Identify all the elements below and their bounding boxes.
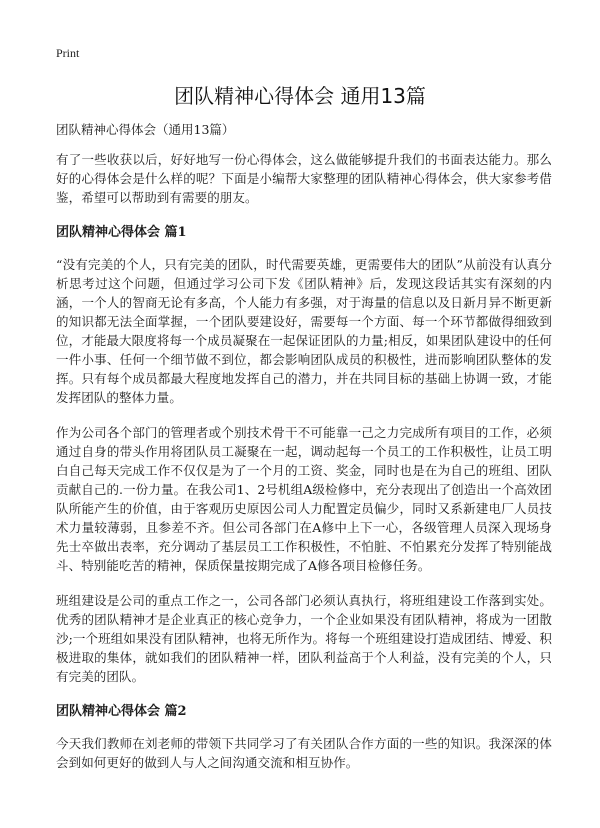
section-2-paragraph-1: 今天我们教师在刘老师的带领下共同学习了有关团队合作方面的一些的知识。我深深的体会到如何更好的做到人与人之间沟通交流和相互协作。 bbox=[56, 736, 552, 770]
section-1-paragraph-2: 作为公司各个部门的管理者或个别技术骨干不可能靠一己之力完成所有项目的工作，必须通过自身的带头作用将团队员工凝聚在一起，调动起每一个员工的工作积极性，让员工明白自己每天完成工作不仅仅是为了一个月的工资、奖金，同时也是在为自己的班组、团队贡献自己的.一份力量。在我公司1、2号机组A级检修中，充分表现出了创造出一个高效团队所能产生的价值，由于客观历史原因公司人力配置定员偏少，同时又系新建电厂人员技术力量较薄弱，且参差不齐。但公司各部门在A修中上下一心，各级管理人员深入现场身先士卒做出表率，充分调动了基层员工工作积极性，不怕脏、不怕累充分发挥了特别能战斗、特别能吃苦的精神，保质保量按期完成了A修各项目检修任务。 bbox=[56, 425, 552, 573]
document-body bbox=[56, 120, 552, 788]
document-title: 团队精神心得体会 通用13篇 bbox=[174, 84, 426, 108]
document-subtitle: 团队精神心得体会（通用13篇） bbox=[56, 122, 235, 137]
section-heading-2: 团队精神心得体会 篇2 bbox=[56, 704, 187, 719]
intro-paragraph: 有了一些收获以后，好好地写一份心得体会，这么做能够提升我们的书面表达能力。那么好的心得体会是什么样的呢？下面是小编帮大家整理的团队精神心得体会，供大家参考借鉴，希望可以帮助到有需要的朋友。 bbox=[56, 152, 552, 205]
section-1-paragraph-1: “没有完美的个人，只有完美的团队，时代需要英雄，更需要伟大的团队”从前没有认真分析思考过这个问题，但通过学习公司下发《团队精神》后，发现这段话其实有深刻的内涵，一个人的智商无论有多高，个人能力有多强，对于海量的信息以及日新月异不断更新的知识都无法全面掌握，一个团队要建设好，需要每一个方面、每一个环节都做得细致到位，才能最大限度将每一个成员凝聚在一起保证团队的力量;相反，如果团队建设中的任何一件小事、任何一个细节做不到位，都会影响团队成员的积极性，进而影响团队整体的发挥。只有每个成员都最大程度地发挥自己的潜力，并在共同目标的基础上协调一致，才能发挥团队的整体力量。 bbox=[56, 257, 552, 405]
section-1-paragraph-3: 班组建设是公司的重点工作之一，公司各部门必须认真执行，将班组建设工作落到实处。优秀的团队精神才是企业真正的核心竞争力，一个企业如果没有团队精神，将成为一团散沙;一个班组如果没有团队精神，也将无所作为。将每一个班组建设打造成团结、博爱、积极进取的集体，就如我们的团队精神一样，团队利益高于个人利益，没有完美的个人，只有完美的团队。 bbox=[56, 593, 552, 684]
section-heading-1: 团队精神心得体会 篇1 bbox=[56, 225, 187, 240]
print-link[interactable]: Print bbox=[56, 46, 80, 60]
